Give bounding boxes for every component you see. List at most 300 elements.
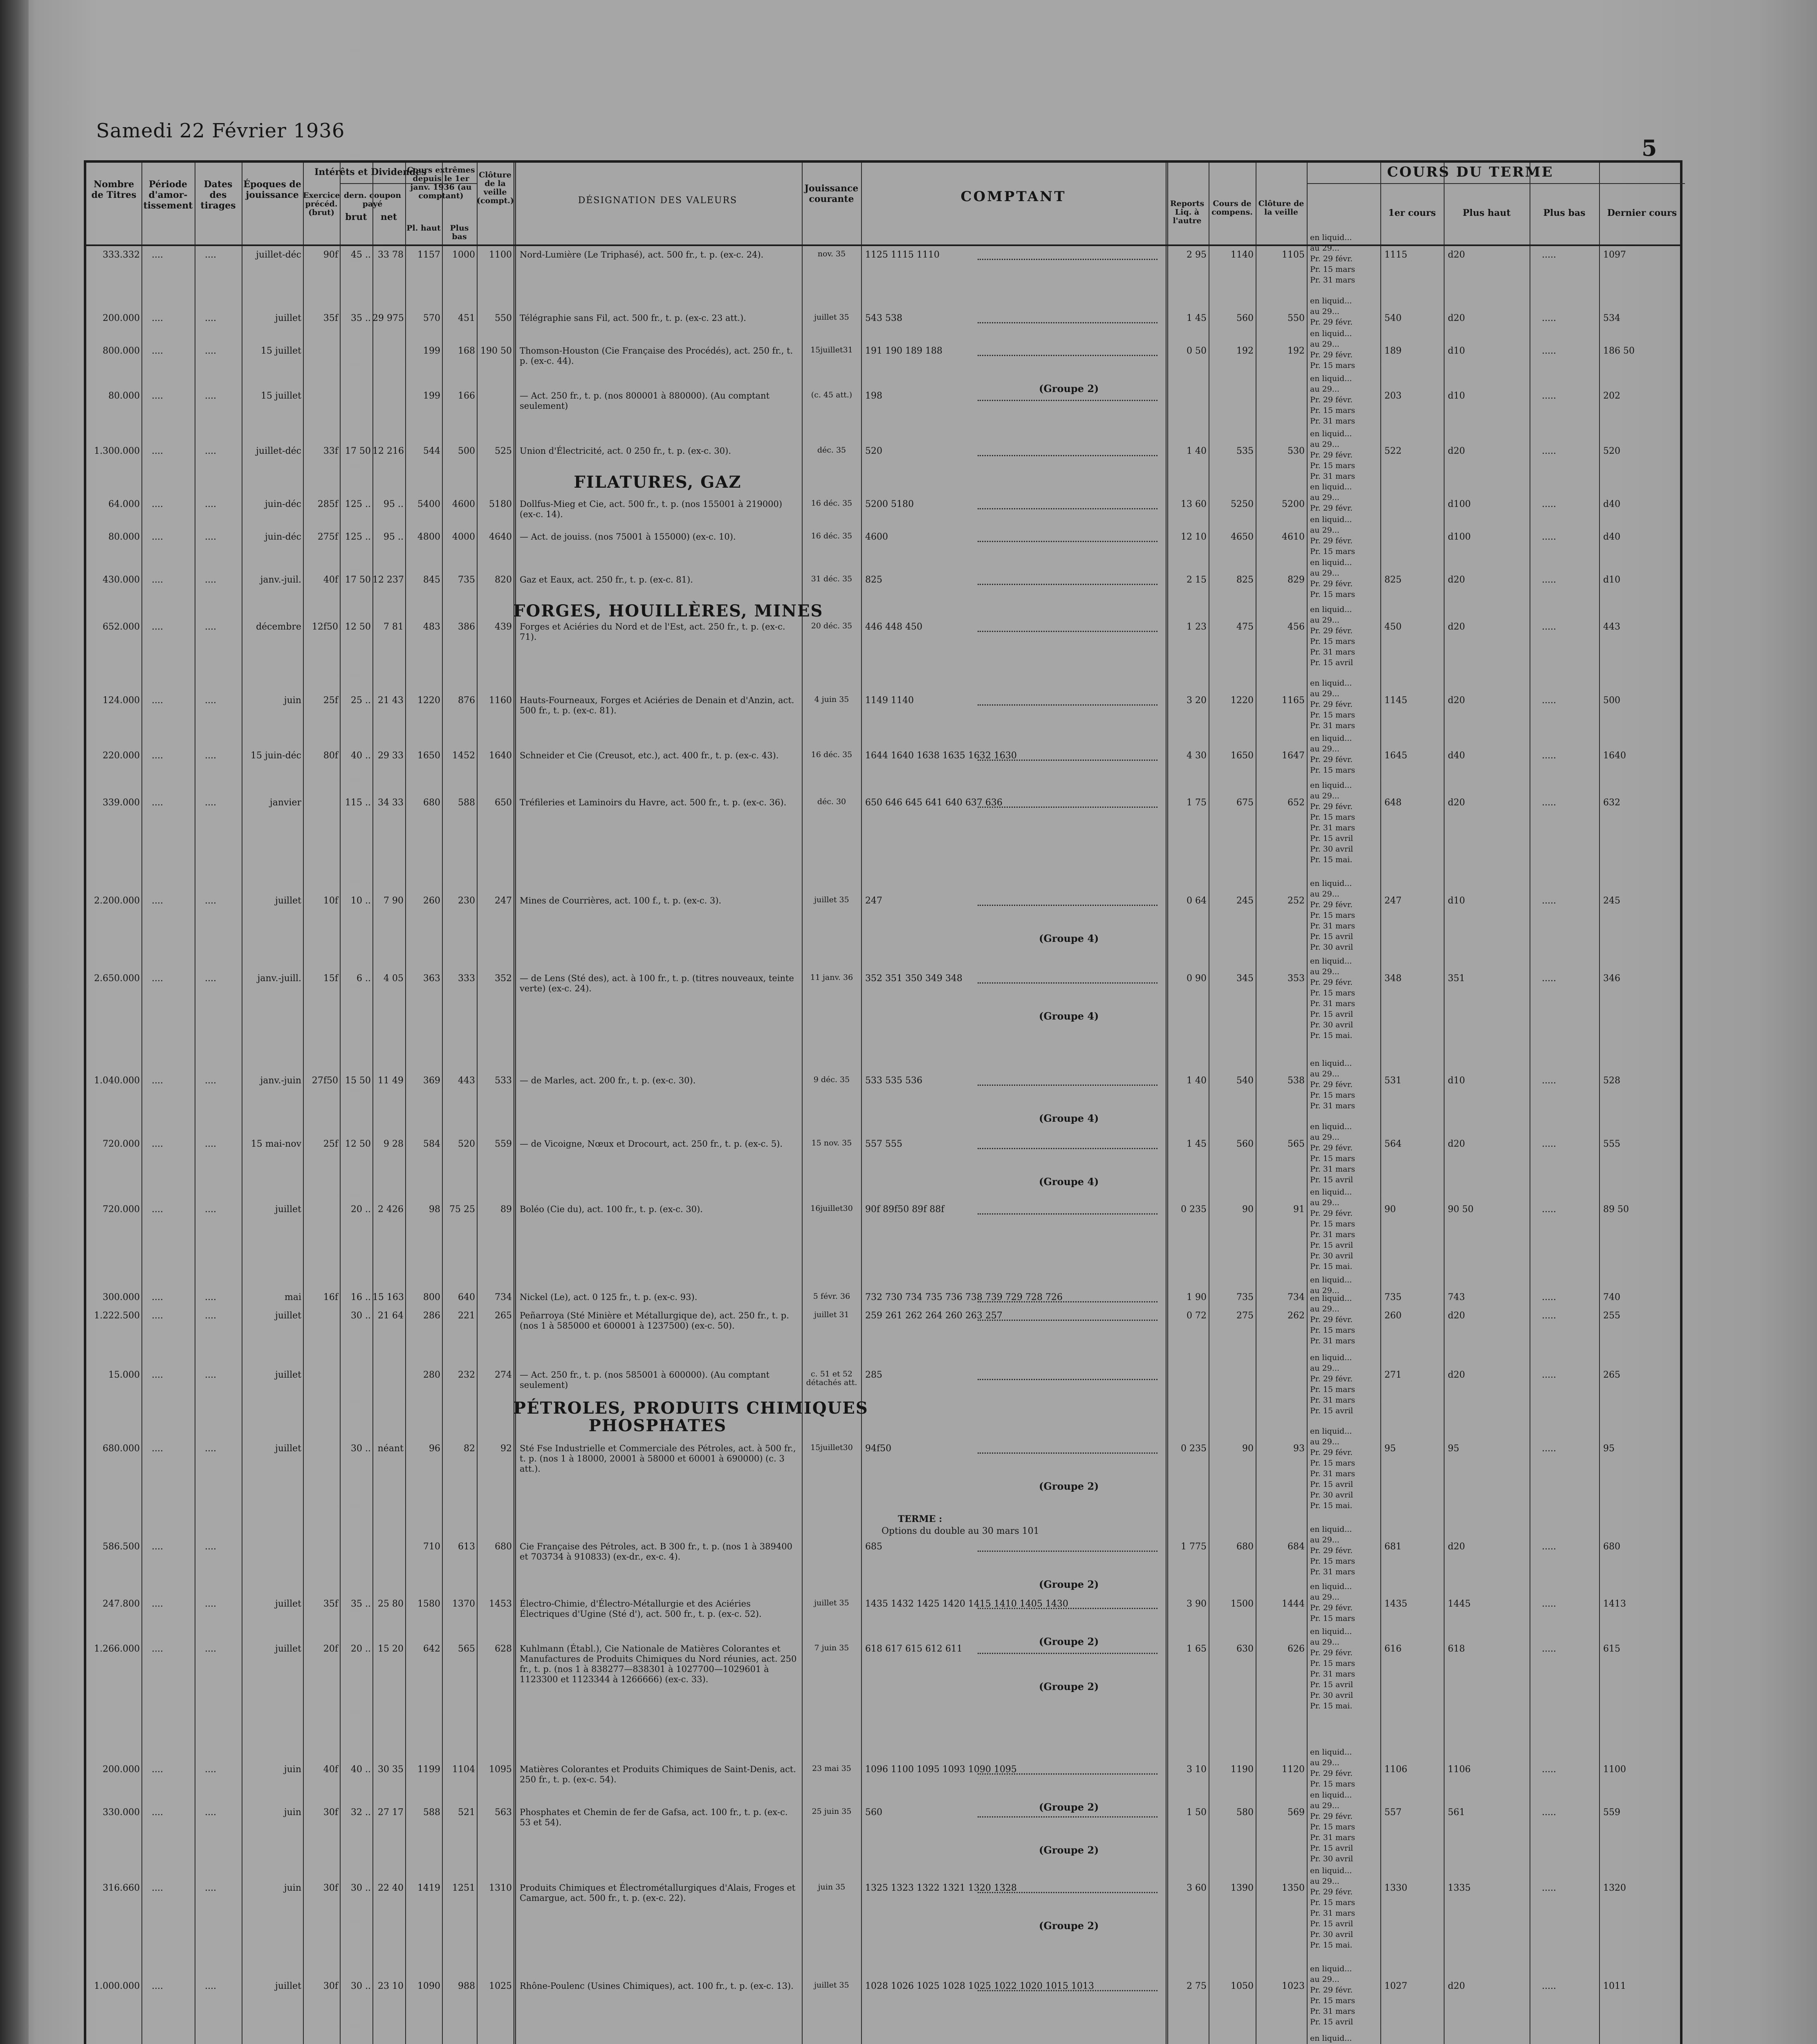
term-label: Pr. 15 mai.	[1310, 1941, 1353, 1950]
plus-haut-comptant: 642	[423, 1644, 440, 1654]
cloture-comptant: 92	[500, 1443, 512, 1454]
dernier-cours: 265	[1603, 1370, 1620, 1380]
plus-haut-comptant: 96	[429, 1443, 440, 1454]
groupe-label: (Groupe 2)	[1039, 1578, 1099, 1590]
cloture-terme: 626	[1288, 1644, 1305, 1654]
premier-cours: 189	[1384, 346, 1402, 356]
nombre-titres: 800.000	[103, 346, 140, 356]
jouissance-courante: 23 mai 35	[812, 1764, 851, 1773]
premier-cours: 203	[1384, 391, 1402, 401]
plus-bas-dots: .....	[1542, 1599, 1556, 1609]
plus-bas-dots: .....	[1542, 575, 1556, 585]
dernier-cours: 443	[1603, 622, 1620, 632]
cours-comptant: 533 535 536	[865, 1076, 922, 1086]
groupe-label: (Groupe 2)	[1039, 1681, 1099, 1692]
cours-comptant: 1149 1140	[865, 695, 914, 706]
jouissance-courante: 5 févr. 36	[813, 1292, 850, 1301]
leader-dots	[978, 1148, 1157, 1149]
term-label: Pr. 15 avril	[1310, 1680, 1353, 1689]
plus-haut-comptant: 588	[423, 1807, 440, 1818]
book-spine	[0, 0, 29, 2044]
leader-dots	[978, 355, 1157, 356]
cloture-comptant: 820	[495, 575, 512, 585]
cloture-terme: 1647	[1282, 751, 1305, 761]
plus-haut-comptant: 1580	[417, 1599, 440, 1609]
plus-bas-comptant: 386	[458, 622, 475, 632]
plus-bas-comptant: 1251	[452, 1883, 475, 1893]
term-label: au 29...	[1310, 1975, 1339, 1984]
reports: 0 50	[1187, 346, 1207, 356]
col-brut: brut	[345, 212, 367, 222]
cloture-terme: 93	[1293, 1443, 1305, 1454]
coupon-brut: 32 ..	[351, 1807, 371, 1818]
term-label: Pr. 15 avril	[1310, 2017, 1353, 2026]
cours-comptant: 557 555	[865, 1139, 902, 1149]
dernier-cours: 632	[1603, 798, 1620, 808]
plus-haut-terme: 1445	[1448, 1599, 1471, 1609]
term-label: Pr. 15 avril	[1310, 834, 1353, 843]
term-label: au 29...	[1310, 440, 1339, 449]
coupon-net: néant	[377, 1443, 404, 1454]
valeur-designation: Schneider et Cie (Creusot, etc.), act. 400 fr., t. p. (ex-c. 43).	[520, 751, 779, 760]
coupon-net: 15 20	[378, 1644, 404, 1654]
coupon-net: 29 975	[372, 313, 404, 323]
term-label: Pr. 31 mars	[1310, 823, 1355, 832]
cloture-comptant: 559	[495, 1139, 512, 1149]
coupon-brut: 30 ..	[351, 1981, 371, 1991]
terme-note-options: Options du double au 30 mars 101	[882, 1526, 1039, 1536]
plus-bas-comptant: 988	[458, 1981, 475, 1991]
premier-cours: 1330	[1384, 1883, 1407, 1893]
term-label: au 29...	[1310, 1877, 1339, 1886]
term-label: au 29...	[1310, 385, 1339, 394]
valeur-designation: Union d'Électricité, act. 0 250 fr., t. p. (ex-c. 30).	[520, 446, 731, 456]
cloture-comptant: 628	[495, 1644, 512, 1654]
valeur-designation: Tréfileries et Laminoirs du Havre, act. 500 fr., t. p. (ex-c. 36).	[520, 798, 787, 807]
plus-haut-comptant: 4800	[417, 532, 440, 542]
premier-cours: 247	[1384, 896, 1402, 906]
dernier-cours: 528	[1603, 1076, 1620, 1086]
periode-dots: ....	[152, 1311, 163, 1321]
cloture-terme: 5200	[1282, 499, 1305, 509]
term-label: Pr. 29 févr.	[1310, 1648, 1353, 1657]
dates-dots: ....	[205, 1883, 216, 1893]
nombre-titres: 80.000	[108, 532, 140, 542]
cours-compens: 560	[1236, 1139, 1254, 1149]
dates-dots: ....	[205, 695, 216, 706]
plus-bas-comptant: 75 25	[449, 1204, 475, 1215]
term-label: au 29...	[1310, 1801, 1339, 1810]
term-label: Pr. 29 févr.	[1310, 254, 1353, 263]
dernier-cours: 1640	[1603, 751, 1626, 761]
dates-dots: ....	[205, 1644, 216, 1654]
groupe-label: (Groupe 2)	[1039, 383, 1099, 394]
dates-dots: ....	[205, 391, 216, 401]
term-label: Pr. 15 mars	[1310, 1385, 1355, 1394]
col-plus-bas-comptant: Plus bas	[450, 224, 469, 241]
reports: 1 45	[1187, 313, 1207, 323]
cours-comptant: 543 538	[865, 313, 902, 323]
valeur-designation: Nord-Lumière (Le Triphasé), act. 500 fr., t. p. (ex-c. 24).	[520, 250, 764, 260]
jouissance-courante: juillet 31	[814, 1310, 849, 1319]
leader-dots	[978, 1990, 1157, 1991]
nombre-titres: 200.000	[103, 1764, 140, 1775]
plus-haut-comptant: 1419	[417, 1883, 440, 1893]
term-label: au 29...	[1310, 967, 1339, 976]
cloture-comptant: 563	[495, 1807, 512, 1818]
term-label: au 29...	[1310, 493, 1339, 502]
valeur-designation: Produits Chimiques et Électrométallurgiques d'Alais, Froges et Camargue, act. 500 fr., t. p. (ex-c. 22).	[520, 1883, 796, 1903]
cours-compens: 475	[1236, 622, 1254, 632]
cours-comptant: 259 261 262 264 260 263 257	[865, 1311, 1003, 1321]
plus-haut-comptant: 1157	[417, 250, 440, 260]
term-label: en liquid...	[1310, 1866, 1352, 1875]
term-label: Pr. 15 mars	[1310, 637, 1355, 646]
col-plus-bas: Plus bas	[1543, 208, 1586, 218]
cours-comptant: 732 730 734 735 736 738 739 729 728 726	[865, 1292, 1063, 1302]
plus-bas-comptant: 4000	[452, 532, 475, 542]
epoque-jouissance: juillet	[275, 1981, 301, 1991]
exercice-brut: 30f	[323, 1981, 338, 1991]
plus-haut-terme: 1335	[1448, 1883, 1471, 1893]
exercice-brut: 12f50	[312, 622, 338, 632]
term-label: Pr. 30 avril	[1310, 1490, 1353, 1499]
reports: 2 15	[1187, 575, 1207, 585]
coupon-brut: 10 ..	[351, 896, 371, 906]
term-label: Pr. 15 mars	[1310, 461, 1355, 470]
periode-dots: ....	[152, 313, 163, 323]
plus-haut-terme: d20	[1448, 798, 1465, 808]
term-label: en liquid...	[1310, 296, 1352, 305]
dernier-cours: 346	[1603, 973, 1620, 984]
term-label: Pr. 30 avril	[1310, 943, 1353, 952]
reports: 12 10	[1181, 532, 1207, 542]
col-cours-extremes: Cours extrêmes depuis le 1er janv. 1936 (au comptant)	[407, 166, 475, 200]
jouissance-courante: juin 35	[818, 1883, 846, 1892]
jouissance-courante: nov. 35	[817, 249, 846, 258]
col-cours-compens: Cours de compens.	[1211, 199, 1253, 217]
cours-comptant: 191 190 189 188	[865, 346, 942, 356]
term-label: en liquid...	[1310, 1122, 1352, 1131]
cloture-comptant: 190 50	[480, 346, 512, 356]
cloture-terme: 1105	[1282, 250, 1305, 260]
cours-compens: 245	[1236, 896, 1254, 906]
coupon-brut: 45 ..	[351, 250, 371, 260]
coupon-net: 7 90	[384, 896, 404, 906]
term-label: au 29...	[1310, 1758, 1339, 1767]
dates-dots: ....	[205, 1076, 216, 1086]
cours-compens: 560	[1236, 313, 1254, 323]
epoque-jouissance: janv.-juill.	[257, 973, 301, 984]
plus-haut-terme: d10	[1448, 391, 1465, 401]
groupe-label: (Groupe 2)	[1039, 1480, 1099, 1492]
cours-compens: 1650	[1231, 751, 1254, 761]
reports: 1 40	[1187, 446, 1207, 456]
cloture-terme: 1444	[1282, 1599, 1305, 1609]
plus-bas-comptant: 166	[458, 391, 475, 401]
reports: 0 235	[1181, 1443, 1207, 1454]
plus-bas-comptant: 1000	[452, 250, 475, 260]
reports: 3 60	[1187, 1883, 1207, 1893]
term-label: au 29...	[1310, 1133, 1339, 1142]
col-nombre: Nombre de Titres	[91, 179, 137, 200]
quotation-table	[84, 160, 1682, 2044]
exercice-brut: 30f	[323, 1883, 338, 1893]
epoque-jouissance: juin	[284, 1807, 301, 1818]
premier-cours: 348	[1384, 973, 1402, 984]
term-label: en liquid...	[1310, 2034, 1352, 2043]
plus-haut-terme: d20	[1448, 1139, 1465, 1149]
dernier-cours: 1097	[1603, 250, 1626, 260]
cloture-terme: 4610	[1282, 532, 1305, 542]
coupon-net: 30 35	[378, 1764, 404, 1775]
plus-haut-comptant: 280	[423, 1370, 440, 1380]
cloture-terme: 550	[1288, 313, 1305, 323]
plus-haut-comptant: 363	[423, 973, 440, 984]
plus-haut-comptant: 5400	[417, 499, 440, 509]
term-label: en liquid...	[1310, 429, 1352, 438]
periode-dots: ....	[152, 798, 163, 808]
reports: 1 45	[1187, 1139, 1207, 1149]
plus-haut-terme: d40	[1448, 751, 1465, 761]
plus-haut-terme: d20	[1448, 1370, 1465, 1380]
plus-haut-comptant: 1220	[417, 695, 440, 706]
plus-haut-comptant: 1090	[417, 1981, 440, 1991]
jouissance-courante: 4 juin 35	[814, 695, 849, 704]
plus-bas-comptant: 500	[458, 446, 475, 456]
nombre-titres: 586.500	[103, 1542, 140, 1552]
term-label: Pr. 15 avril	[1310, 932, 1353, 941]
dernier-cours: 186 50	[1603, 346, 1635, 356]
page-number: 5	[1642, 135, 1657, 161]
valeur-designation: Matières Colorantes et Produits Chimiques de Saint-Denis, act. 250 fr., t. p. (ex-c. 54).	[520, 1764, 796, 1784]
jouissance-courante: 15juillet31	[810, 345, 853, 354]
col-periode: Période d'amor-tissement	[143, 179, 193, 211]
cours-compens: 4650	[1231, 532, 1254, 542]
valeur-designation: Hauts-Fourneaux, Forges et Aciéries de Denain et d'Anzin, act. 500 fr., t. p. (ex-c. 81).	[520, 695, 794, 715]
premier-cours: 1435	[1384, 1599, 1407, 1609]
cours-compens: 192	[1236, 346, 1254, 356]
groupe-label: (Groupe 4)	[1039, 1176, 1099, 1188]
term-label: Pr. 15 mars	[1310, 406, 1355, 415]
coupon-net: 95 ..	[384, 532, 404, 542]
premier-cours: 1115	[1384, 250, 1407, 260]
plus-bas-dots: .....	[1542, 1807, 1556, 1818]
cours-comptant: 1435 1432 1425 1420 1415 1410 1405 1430	[865, 1599, 1068, 1609]
term-label: en liquid...	[1310, 879, 1352, 888]
exercice-brut: 33f	[323, 446, 338, 456]
coupon-brut: 35 ..	[351, 313, 371, 323]
premier-cours: 648	[1384, 798, 1402, 808]
reports: 4 30	[1187, 751, 1207, 761]
plus-bas-dots: .....	[1542, 1139, 1556, 1149]
cours-comptant: 4600	[865, 532, 888, 542]
nombre-titres: 1.266.000	[94, 1644, 140, 1654]
premier-cours: 271	[1384, 1370, 1402, 1380]
term-label: Pr. 15 avril	[1310, 658, 1353, 667]
jouissance-courante: 9 déc. 35	[813, 1075, 850, 1084]
dernier-cours: 245	[1603, 896, 1620, 906]
dates-dots: ....	[205, 499, 216, 509]
nombre-titres: 15.000	[108, 1370, 140, 1380]
premier-cours: 260	[1384, 1311, 1402, 1321]
col-net: net	[380, 212, 397, 222]
valeur-designation: Cie Française des Pétroles, act. B 300 fr., t. p. (nos 1 à 389400 et 703734 à 910833) (ex-dr., ex-c. 4).	[520, 1542, 793, 1562]
cours-comptant: 90f 89f50 89f 88f	[865, 1204, 944, 1215]
epoque-jouissance: juillet	[275, 896, 301, 906]
plus-haut-comptant: 1650	[417, 751, 440, 761]
dates-dots: ....	[205, 575, 216, 585]
term-label: Pr. 15 mars	[1310, 710, 1355, 719]
valeur-designation: Forges et Aciéries du Nord et de l'Est, act. 250 fr., t. p. (ex-c. 71).	[520, 622, 785, 642]
coupon-net: 12 237	[372, 575, 404, 585]
term-label: Pr. 31 mars	[1310, 1469, 1355, 1478]
cloture-comptant: 274	[495, 1370, 512, 1380]
reports: 1 75	[1187, 798, 1207, 808]
epoque-jouissance: juillet	[275, 1204, 301, 1215]
cours-comptant: 825	[865, 575, 882, 585]
premier-cours: 735	[1384, 1292, 1402, 1302]
nombre-titres: 200.000	[103, 313, 140, 323]
premier-cours: 564	[1384, 1139, 1402, 1149]
valeur-designation: — Act. 250 fr., t. p. (nos 800001 à 880000). (Au comptant seulement)	[520, 391, 770, 411]
reports: 1 40	[1187, 1076, 1207, 1086]
plus-bas-dots: .....	[1542, 1370, 1556, 1380]
nombre-titres: 720.000	[103, 1139, 140, 1149]
nombre-titres: 333.332	[103, 250, 140, 260]
cloture-terme: 252	[1288, 896, 1305, 906]
groupe-label: (Groupe 4)	[1039, 1112, 1099, 1124]
col-plus-haut: Plus haut	[1463, 208, 1511, 218]
col-reports: Reports Liq. à l'autre	[1170, 199, 1205, 225]
epoque-jouissance: janvier	[269, 798, 301, 808]
exercice-brut: 16f	[323, 1292, 338, 1302]
dates-dots: ....	[205, 313, 216, 323]
valeur-designation: Gaz et Eaux, act. 250 fr., t. p. (ex-c. 81).	[520, 575, 693, 585]
term-label: au 29...	[1310, 1535, 1339, 1544]
term-label: Pr. 29 févr.	[1310, 1986, 1353, 1995]
plus-bas-comptant: 521	[458, 1807, 475, 1818]
periode-dots: ....	[152, 1443, 163, 1454]
periode-dots: ....	[152, 1292, 163, 1302]
plus-bas-dots: .....	[1542, 1764, 1556, 1775]
valeur-designation: Peñarroya (Sté Minière et Métallurgique de), act. 250 fr., t. p. (nos 1 à 585000 et 600001 à 1237500) (ex-c. 50).	[520, 1311, 789, 1331]
plus-haut-terme: 351	[1448, 973, 1465, 984]
cours-compens: 535	[1236, 446, 1254, 456]
term-label: en liquid...	[1310, 1791, 1352, 1800]
dates-dots: ....	[205, 1292, 216, 1302]
term-label: en liquid...	[1310, 1275, 1352, 1284]
reports: 2 95	[1187, 250, 1207, 260]
cours-compens: 580	[1236, 1807, 1254, 1818]
term-label: Pr. 15 mars	[1310, 1996, 1355, 2005]
cours-comptant: 618 617 615 612 611	[865, 1644, 962, 1654]
coupon-brut: 15 50	[345, 1076, 371, 1086]
plus-bas-comptant: 588	[458, 798, 475, 808]
plus-bas-dots: .....	[1542, 973, 1556, 984]
dernier-cours: 89 50	[1603, 1204, 1629, 1215]
cours-compens: 1050	[1231, 1981, 1254, 1991]
coupon-brut: 125 ..	[345, 499, 371, 509]
coupon-brut: 30 ..	[351, 1311, 371, 1321]
groupe-label: (Groupe 4)	[1039, 932, 1099, 944]
term-label: Pr. 15 mars	[1310, 1091, 1355, 1100]
leader-dots	[978, 1301, 1157, 1302]
term-label: en liquid...	[1310, 1188, 1352, 1197]
periode-dots: ....	[152, 532, 163, 542]
cloture-comptant: 1100	[489, 250, 512, 260]
term-label: Pr. 30 avril	[1310, 1854, 1353, 1863]
leader-dots	[978, 400, 1157, 401]
term-label: Pr. 31 mars	[1310, 648, 1355, 657]
leader-dots	[978, 905, 1157, 906]
dates-dots: ....	[205, 798, 216, 808]
term-label: au 29...	[1310, 1286, 1339, 1295]
term-label: Pr. 29 févr.	[1310, 1209, 1353, 1218]
plus-bas-dots: .....	[1542, 446, 1556, 456]
term-label: Pr. 31 mars	[1310, 1909, 1355, 1918]
term-label: Pr. 29 févr.	[1310, 1080, 1353, 1089]
term-label: en liquid...	[1310, 1525, 1352, 1534]
exercice-brut: 25f	[323, 695, 338, 706]
term-label: au 29...	[1310, 890, 1339, 899]
coupon-net: 2 426	[378, 1204, 404, 1215]
term-label: Pr. 15 mars	[1310, 1154, 1355, 1163]
nombre-titres: 80.000	[108, 391, 140, 401]
premier-cours: 1145	[1384, 695, 1407, 706]
cloture-terme: 684	[1288, 1542, 1305, 1552]
col-dates: Dates des tirages	[200, 179, 236, 211]
plus-haut-terme: 1106	[1448, 1764, 1471, 1775]
periode-dots: ....	[152, 1644, 163, 1654]
term-label: en liquid...	[1310, 374, 1352, 383]
col-exercice: Exercice précéd. (brut)	[303, 191, 340, 217]
term-label: Pr. 30 avril	[1310, 845, 1353, 854]
periode-dots: ....	[152, 751, 163, 761]
cloture-comptant: 439	[495, 622, 512, 632]
term-label: Pr. 29 févr.	[1310, 1315, 1353, 1324]
dernier-cours: 555	[1603, 1139, 1620, 1149]
premier-cours: 681	[1384, 1542, 1402, 1552]
valeur-designation: — Act. 250 fr., t. p. (nos 585001 à 600000). (Au comptant seulement)	[520, 1370, 770, 1390]
cours-comptant: 94f50	[865, 1443, 892, 1454]
plus-haut-terme: d10	[1448, 1076, 1465, 1086]
nombre-titres: 720.000	[103, 1204, 140, 1215]
plus-haut-comptant: 199	[423, 391, 440, 401]
nombre-titres: 680.000	[103, 1443, 140, 1454]
term-label: Pr. 15 mai.	[1310, 1031, 1353, 1040]
cloture-terme: 1120	[1282, 1764, 1305, 1775]
coupon-brut: 30 ..	[351, 1883, 371, 1893]
plus-bas-comptant: 565	[458, 1644, 475, 1654]
term-label: Pr. 31 mars	[1310, 1670, 1355, 1679]
term-label: Pr. 15 mars	[1310, 1557, 1355, 1566]
plus-bas-comptant: 4600	[452, 499, 475, 509]
col-interets: Intérêts et Dividendes	[314, 167, 426, 177]
plus-bas-dots: .....	[1542, 798, 1556, 808]
plus-haut-terme: 743	[1448, 1292, 1465, 1302]
cours-compens: 1190	[1231, 1764, 1254, 1775]
plus-haut-terme: d20	[1448, 1311, 1465, 1321]
plus-haut-terme: d20	[1448, 313, 1465, 323]
plus-bas-dots: .....	[1542, 1644, 1556, 1654]
valeur-designation: Rhône-Poulenc (Usines Chimiques), act. 100 fr., t. p. (ex-c. 13).	[520, 1981, 794, 1991]
leader-dots	[978, 455, 1157, 456]
term-label: Pr. 30 avril	[1310, 1930, 1353, 1939]
term-label: en liquid...	[1310, 1582, 1352, 1591]
periode-dots: ....	[152, 1370, 163, 1380]
leader-dots	[978, 541, 1157, 542]
